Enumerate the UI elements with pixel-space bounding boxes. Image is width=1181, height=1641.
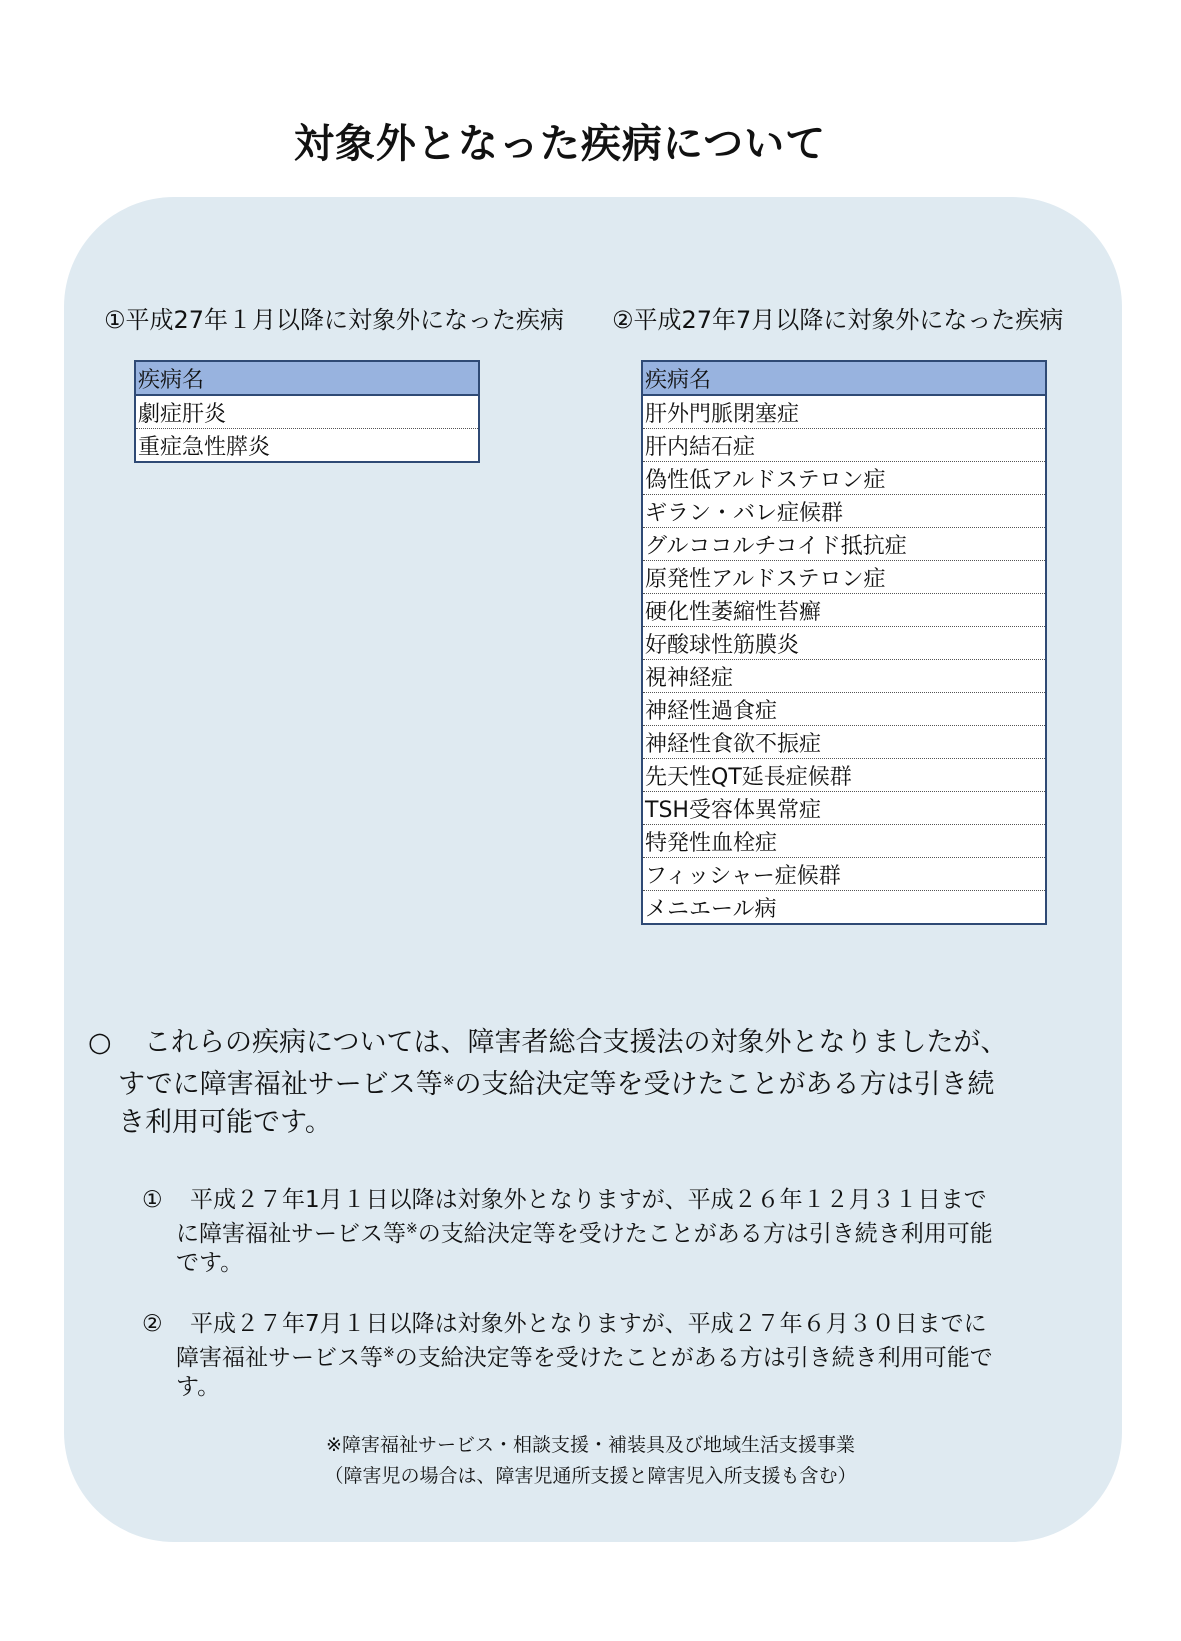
disease-name-cell: 好酸球性筋膜炎	[642, 627, 1046, 660]
sub-note-text: の支給決定等を受けたことがある方は引き続き利用可能	[417, 1221, 993, 1247]
circle-bullet-icon: ○	[88, 1027, 112, 1058]
sub-note-1-line-3: です。	[176, 1250, 244, 1276]
table-header-cell: 疾病名	[642, 361, 1046, 395]
table-row	[642, 858, 1046, 891]
disease-name-cell: メニエール病	[645, 896, 777, 922]
disease-name-cell: 原発性アルドステロン症	[642, 561, 1046, 594]
disease-table-2	[641, 360, 1047, 925]
table-row	[642, 594, 1046, 627]
table-row	[642, 462, 1046, 495]
main-note-text: すでに障害福祉サービス等	[118, 1069, 443, 1100]
disease-name-cell: TSH受容体異常症	[642, 792, 1046, 825]
sub-note-text: の支給決定等を受けたことがある方は引き続き利用可能で	[394, 1345, 993, 1371]
sub-note-2-line-2	[142, 1339, 1072, 1373]
disease-name-cell: ギラン・バレ症候群	[642, 495, 1046, 528]
sub-note-1-line-1	[142, 1186, 1072, 1215]
disease-name-cell: 肝外門脈閉塞症	[642, 395, 1046, 429]
disease-name-cell: 偽性低アルドステロン症	[642, 462, 1046, 495]
disease-name-cell: 先天性QT延長症候群	[642, 759, 1046, 792]
disease-name-cell: 視神経症	[642, 660, 1046, 693]
disease-name-cell: 重症急性膵炎	[138, 434, 271, 460]
sub-note-text: に障害福祉サービス等	[176, 1221, 406, 1247]
main-note-text: これらの疾病については、障害者総合支援法の対象外となりましたが、	[144, 1027, 1008, 1058]
table-row	[642, 759, 1046, 792]
sub-note-text: 障害福祉サービス等	[176, 1345, 383, 1371]
disease-name-cell: 硬化性萎縮性苔癬	[642, 594, 1046, 627]
footnote-line-2: （障害児の場合は、障害児通所支援と障害児入所支援も含む）	[324, 1465, 857, 1487]
table-row	[642, 429, 1046, 462]
table-header-cell: 疾病名	[135, 361, 479, 395]
main-note-line-1	[88, 1024, 1078, 1062]
table-row	[135, 395, 479, 429]
table-row	[642, 825, 1046, 858]
table-row	[642, 726, 1046, 759]
sub-note-2-line-1	[142, 1310, 1072, 1339]
disease-name-cell: 肝内結石症	[642, 429, 1046, 462]
section-1-heading: ①平成27年１月以降に対象外になった疾病	[104, 306, 565, 334]
disease-name-cell: グルココルチコイド抵抗症	[642, 528, 1046, 561]
main-note-line-3: き利用可能です。	[118, 1107, 332, 1138]
main-note-line-2	[88, 1062, 1078, 1104]
sub-note-2-line-3: す。	[176, 1374, 221, 1400]
sub-note-2	[142, 1310, 1072, 1402]
sub-note-number: ②	[142, 1311, 163, 1337]
main-note	[88, 1024, 1078, 1142]
table-header-row	[135, 361, 479, 395]
table-header-row	[642, 361, 1046, 395]
disease-name-cell: 劇症肝炎	[135, 395, 479, 429]
table-row	[135, 429, 479, 463]
footnote-line-1: ※障害福祉サービス・相談支援・補装具及び地域生活支援事業	[326, 1434, 855, 1456]
table-row	[642, 792, 1046, 825]
table-row	[642, 495, 1046, 528]
section-2-heading: ②平成27年7月以降に対象外になった疾病	[612, 306, 1064, 334]
sub-note-text: 平成２７年1月１日以降は対象外となりますが、平成２６年１２月３１日まで	[190, 1187, 987, 1213]
table-row	[642, 395, 1046, 429]
table-row	[642, 693, 1046, 726]
table-row	[642, 627, 1046, 660]
table-row	[642, 660, 1046, 693]
disease-name-cell: フィッシャー症候群	[642, 858, 1046, 891]
sub-note-1-line-2	[142, 1215, 1072, 1249]
page-title: 対象外となった疾病について	[293, 121, 827, 167]
sub-note-text: 平成２７年7月１日以降は対象外となりますが、平成２７年６月３０日までに	[190, 1311, 987, 1337]
footnote-mark: ※	[442, 1073, 455, 1089]
table-row	[642, 561, 1046, 594]
disease-name-cell: 神経性過食症	[642, 693, 1046, 726]
sub-note-number: ①	[142, 1187, 163, 1213]
disease-name-cell: 神経性食欲不振症	[642, 726, 1046, 759]
disease-table-1	[134, 360, 480, 463]
sub-note-1	[142, 1186, 1072, 1278]
main-note-text: の支給決定等を受けたことがある方は引き続	[454, 1069, 995, 1100]
footnote-mark: ※	[406, 1221, 418, 1237]
table-row	[642, 528, 1046, 561]
footnote-mark: ※	[383, 1345, 395, 1361]
table-row	[642, 891, 1046, 925]
disease-name-cell: 特発性血栓症	[642, 825, 1046, 858]
